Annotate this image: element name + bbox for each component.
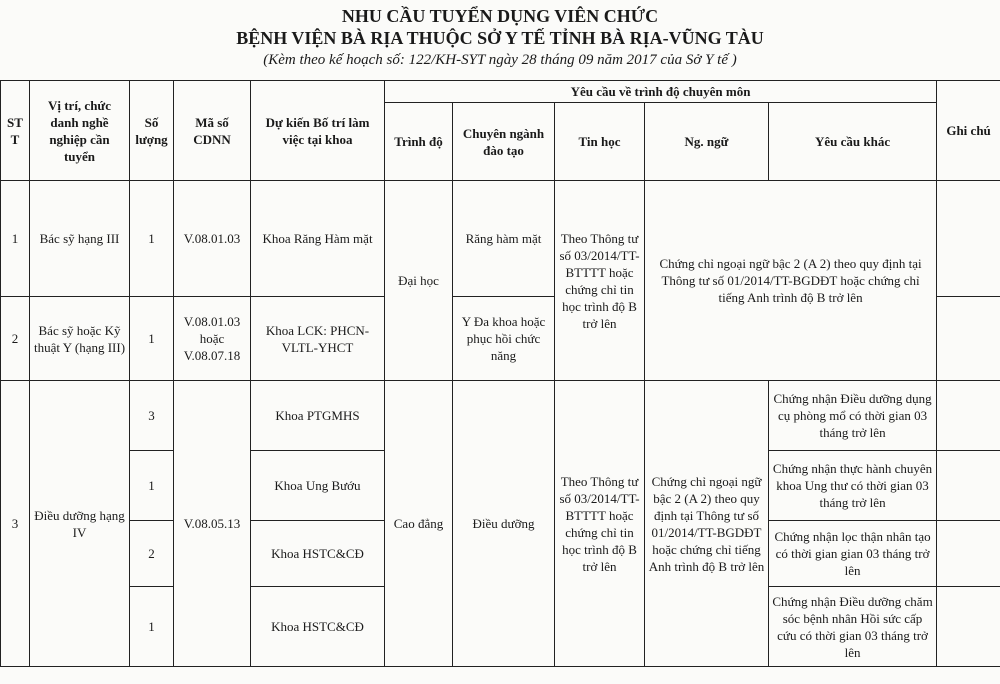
- cell-stt: 3: [1, 381, 30, 667]
- cell-it: Theo Thông tư số 03/2014/TT-BTTTT hoặc chứng chỉ tin học trình độ B trở lên: [555, 181, 645, 381]
- cell-department: Khoa Răng Hàm mặt: [251, 181, 385, 297]
- col-language: Ng. ngữ: [645, 103, 769, 181]
- col-position: Vị trí, chức danh nghề nghiệp cần tuyển: [30, 81, 130, 181]
- table-row: [1, 181, 1000, 297]
- cell-department: Khoa Ung Bướu: [251, 451, 385, 521]
- doc-subtitle: (Kèm theo kế hoạch số: 122/KH-SYT ngày 28 tháng 09 năm 2017 của Sở Y tế ): [263, 52, 737, 68]
- cell-language: Chứng chỉ ngoại ngữ bậc 2 (A 2) theo quy định tại Thông tư số 01/2014/TT-BGDĐT hoặc chứng chỉ tiếng Anh trình độ B trở lên: [645, 381, 769, 667]
- cell-note: [937, 181, 1000, 297]
- cell-note: [937, 521, 1000, 587]
- cell-major: Răng hàm mặt: [453, 181, 555, 297]
- cell-quantity: 1: [130, 587, 174, 667]
- cell-department: Khoa HSTC&CĐ: [251, 521, 385, 587]
- cell-quantity: 1: [130, 181, 174, 297]
- col-level: Trình độ: [385, 103, 453, 181]
- cell-other: Chứng nhận lọc thận nhân tạo có thời gian gian 03 tháng trở lên: [769, 521, 937, 587]
- cell-quantity: 1: [130, 451, 174, 521]
- col-quantity: Số lượng: [130, 81, 174, 181]
- cell-other: Chứng nhận Điều dưỡng chăm sóc bệnh nhân Hồi sức cấp cứu có thời gian 03 tháng trở lên: [769, 587, 937, 667]
- recruitment-table: [0, 80, 1000, 667]
- cell-quantity: 1: [130, 297, 174, 381]
- doc-title: NHU CẦU TUYỂN DỤNG VIÊN CHỨC: [341, 6, 659, 26]
- cell-note: [937, 381, 1000, 451]
- cell-note: [937, 297, 1000, 381]
- cell-code: V.08.01.03: [174, 181, 251, 297]
- cell-other: Chứng nhận thực hành chuyên khoa Ung thư có thời gian 03 tháng trở lên: [769, 451, 937, 521]
- col-major: Chuyên ngành đào tạo: [453, 103, 555, 181]
- cell-level: Đại học: [385, 181, 453, 381]
- cell-code: V.08.05.13: [174, 381, 251, 667]
- col-department: Dự kiến Bố trí làm việc tại khoa: [251, 81, 385, 181]
- cell-level: Cao đẳng: [385, 381, 453, 667]
- cell-quantity: 2: [130, 521, 174, 587]
- col-it: Tin học: [555, 103, 645, 181]
- cell-major: Điều dưỡng: [453, 381, 555, 667]
- col-stt: ST T: [1, 81, 30, 181]
- col-note: Ghi chú: [937, 81, 1000, 181]
- col-code: Mã số CDNN: [174, 81, 251, 181]
- cell-note: [937, 587, 1000, 667]
- cell-department: Khoa PTGMHS: [251, 381, 385, 451]
- doc-title-hospital: BỆNH VIỆN BÀ RỊA THUỘC SỞ Y TẾ TỈNH BÀ RỊA-VŨNG TÀU: [236, 28, 764, 48]
- cell-stt: 2: [1, 297, 30, 381]
- cell-language-other: Chứng chỉ ngoại ngữ bậc 2 (A 2) theo quy định tại Thông tư số 01/2014/TT-BGDĐT hoặc chứng chỉ tiếng Anh trình độ B trở lên: [645, 181, 937, 381]
- cell-quantity: 3: [130, 381, 174, 451]
- cell-it: Theo Thông tư số 03/2014/TT-BTTTT hoặc chứng chỉ tin học trình độ B trở lên: [555, 381, 645, 667]
- cell-other: Chứng nhận Điều dưỡng dụng cụ phòng mổ có thời gian 03 tháng trở lên: [769, 381, 937, 451]
- cell-major: Y Đa khoa hoặc phục hồi chức năng: [453, 297, 555, 381]
- cell-note: [937, 451, 1000, 521]
- cell-department: Khoa HSTC&CĐ: [251, 587, 385, 667]
- cell-position: Bác sỹ hạng III: [30, 181, 130, 297]
- cell-stt: 1: [1, 181, 30, 297]
- cell-position: Điều dưỡng hạng IV: [30, 381, 130, 667]
- table-row: [1, 381, 1000, 451]
- col-other: Yêu cầu khác: [769, 103, 937, 181]
- cell-position: Bác sỹ hoặc Kỹ thuật Y (hạng III): [30, 297, 130, 381]
- col-requirements-group: Yêu cầu về trình độ chuyên môn: [385, 81, 937, 103]
- cell-code: V.08.01.03 hoặc V.08.07.18: [174, 297, 251, 381]
- cell-department: Khoa LCK: PHCN-VLTL-YHCT: [251, 297, 385, 381]
